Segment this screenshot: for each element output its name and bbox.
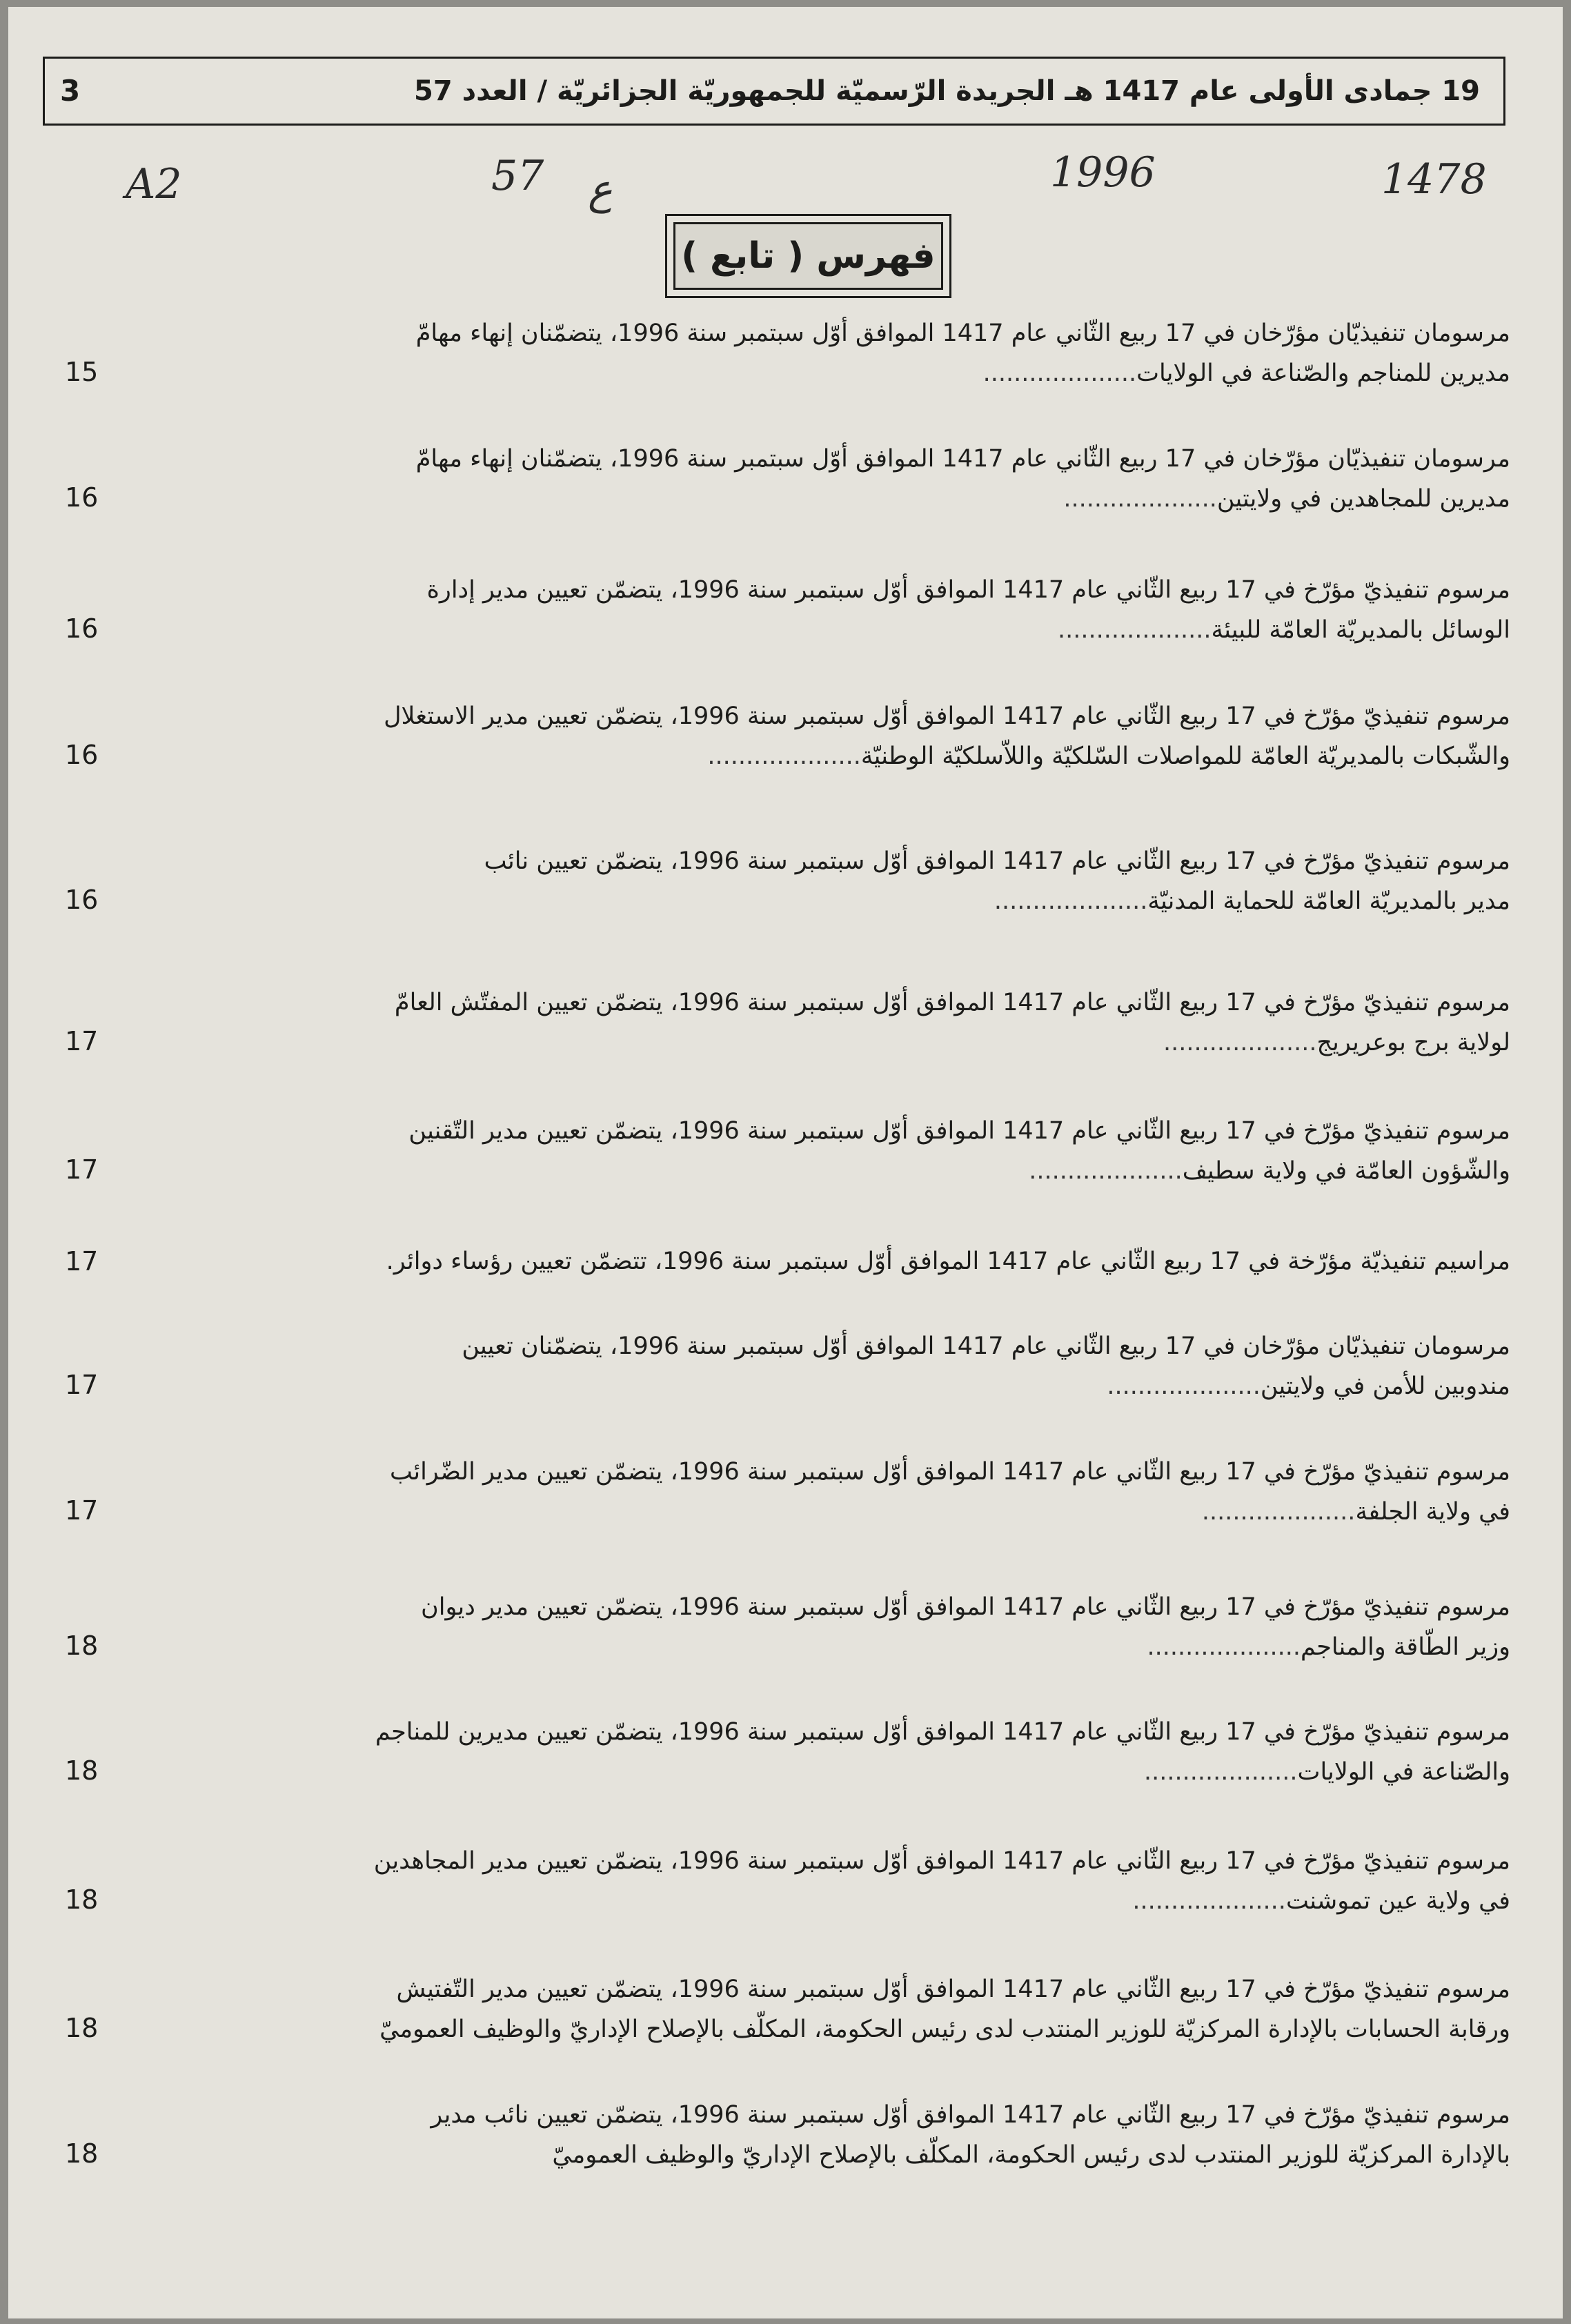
entry-text-line2 — [172, 1154, 1510, 1188]
entry-text-line2-text: في ولاية عين تموشنت — [1285, 1887, 1510, 1915]
entry-text-line2-text: وزير الطّاقة والمناجم — [1300, 1633, 1510, 1661]
entry-page-number: 18 — [65, 1755, 99, 1786]
entry-text-line2-text: في ولاية الجلفة — [1355, 1498, 1510, 1526]
entry-page-number: 15 — [65, 357, 99, 387]
entry-text-line1: مرسوم تنفيذيّ مؤرّخ في 17 ربيع الثّاني عام 1417 الموافق أوّل سبتمبر سنة 1996، يتضمّن تعيين مدير التّقنين — [408, 1117, 1510, 1145]
dot-leader: .................... — [1163, 1029, 1317, 1056]
entry-text-line1: مرسومان تنفيذيّان مؤرّخان في 17 ربيع الثّاني عام 1417 الموافق أوّل سبتمبر سنة 1996، يتضمّنان إنهاء مهامّ — [415, 319, 1510, 347]
entry-text-line1: مراسيم تنفيذيّة مؤرّخة في 17 ربيع الثّاني عام 1417 الموافق أوّل سبتمبر سنة 1996، تتضمّن تعيين رؤساء دوائر. — [386, 1248, 1510, 1275]
entry-text-line2 — [172, 613, 1510, 647]
entry-page-number: 16 — [65, 482, 99, 513]
dot-leader: .................... — [1107, 1372, 1261, 1400]
entry-text-line2 — [172, 2012, 1510, 2047]
dot-leader: .................... — [1201, 1498, 1356, 1526]
entry-page-number: 17 — [65, 1026, 99, 1056]
header-title: 19 جمادى الأولى عام 1417 هـ الجريدة الرّسميّة للجمهوريّة الجزائريّة / العدد 57 — [413, 75, 1480, 107]
entry-page-number: 16 — [65, 613, 99, 644]
entry-page-number: 17 — [65, 1370, 99, 1400]
entry-text-line1: مرسوم تنفيذيّ مؤرّخ في 17 ربيع الثّاني عام 1417 الموافق أوّل سبتمبر سنة 1996، يتضمّن تعيين مديرين للمناجم — [375, 1718, 1510, 1746]
entry-text-line2-text: مديرين للمناجم والصّناعة في الولايات — [1136, 360, 1510, 387]
dot-leader: .................... — [707, 742, 861, 770]
dot-leader: .................... — [1058, 616, 1212, 644]
entry-text-line2-text: والشّبكات بالمديريّة العامّة للمواصلات السّلكيّة واللاّسلكيّة الوطنيّة — [860, 742, 1510, 770]
handwritten-issue-number: 57 — [491, 152, 544, 200]
entry-text-line2 — [172, 884, 1510, 918]
dot-leader: .................... — [1144, 1758, 1298, 1786]
entry-text-line1: مرسوم تنفيذيّ مؤرّخ في 17 ربيع الثّاني عام 1417 الموافق أوّل سبتمبر سنة 1996، يتضمّن تعيين المفتّش العامّ — [394, 989, 1510, 1016]
entry-text-line2-text: مدير بالمديريّة العامّة للحماية المدنيّة — [1147, 887, 1510, 915]
entry-text-line1: مرسوم تنفيذيّ مؤرّخ في 17 ربيع الثّاني عام 1417 الموافق أوّل سبتمبر سنة 1996، يتضمّن تعيين مدير ديوان — [421, 1593, 1510, 1621]
index-list — [8, 7, 1563, 2318]
entry-page-number: 17 — [65, 1246, 99, 1277]
handwritten-code: 1478 — [1381, 155, 1487, 204]
entry-text-line1: مرسومان تنفيذيّان مؤرّخان في 17 ربيع الثّاني عام 1417 الموافق أوّل سبتمبر سنة 1996، يتضمّنان إنهاء مهامّ — [415, 445, 1510, 473]
entry-text-line1: مرسوم تنفيذيّ مؤرّخ في 17 ربيع الثّاني عام 1417 الموافق أوّل سبتمبر سنة 1996، يتضمّن تعيين مدير الضّرائب — [389, 1458, 1510, 1486]
newspaper-page — [8, 7, 1563, 2318]
dot-leader: .................... — [1147, 1633, 1301, 1661]
handwritten-letter: ع — [588, 166, 613, 214]
entry-text-line2 — [172, 1025, 1510, 1060]
entry-text-line2-text: والصّناعة في الولايات — [1297, 1758, 1510, 1786]
dot-leader: .................... — [1063, 485, 1217, 513]
entry-page-number: 18 — [65, 1884, 99, 1915]
entry-text-line2-text: ورقابة الحسابات بالإدارة المركزيّة للوزير المنتدب لدى رئيس الحكومة، المكلّف بالإصلاح الإداريّ والوظيف العموميّ — [379, 2016, 1510, 2043]
entry-text-line1: مرسوم تنفيذيّ مؤرّخ في 17 ربيع الثّاني عام 1417 الموافق أوّل سبتمبر سنة 1996، يتضمّن تعيين مدير إدارة — [426, 576, 1510, 604]
entry-page-number: 17 — [65, 1154, 99, 1185]
entry-text-line2-text: لولاية برج بوعريريج — [1316, 1029, 1510, 1056]
handwritten-year: 1996 — [1050, 148, 1156, 197]
entry-text-line1: مرسوم تنفيذيّ مؤرّخ في 17 ربيع الثّاني عام 1417 الموافق أوّل سبتمبر سنة 1996، يتضمّن تعيين نائب — [484, 847, 1510, 875]
entry-text-line1: مرسومان تنفيذيّان مؤرّخان في 17 ربيع الثّاني عام 1417 الموافق أوّل سبتمبر سنة 1996، يتضمّنان تعيين — [462, 1332, 1510, 1360]
entry-text-line2 — [172, 1369, 1510, 1404]
entry-text-line2-text: مديرين للمجاهدين في ولايتين — [1216, 485, 1510, 513]
entry-text-line2-text: مندوبين للأمن في ولايتين — [1260, 1372, 1510, 1400]
entry-text-line1: مرسوم تنفيذيّ مؤرّخ في 17 ربيع الثّاني عام 1417 الموافق أوّل سبتمبر سنة 1996، يتضمّن تعيين مدير التّفتيش — [396, 1976, 1510, 2003]
entry-text-line2-text: والشّؤون العامّة في ولاية سطيف — [1182, 1157, 1510, 1185]
entry-page-number: 16 — [65, 740, 99, 770]
entry-text-line2 — [172, 2138, 1510, 2172]
entry-text-line1: مرسوم تنفيذيّ مؤرّخ في 17 ربيع الثّاني عام 1417 الموافق أوّل سبتمبر سنة 1996، يتضمّن تعيين مدير الاستغلال — [384, 702, 1510, 730]
header-page-number: 3 — [60, 74, 81, 108]
entry-text-line2 — [172, 1495, 1510, 1529]
entry-page-number: 18 — [65, 2138, 99, 2169]
entry-page-number: 16 — [65, 885, 99, 915]
handwritten-note-left: A2 — [126, 160, 182, 208]
entry-page-number: 18 — [65, 2013, 99, 2043]
entry-text-line2 — [172, 1630, 1510, 1664]
entry-text-line2 — [172, 739, 1510, 774]
entry-text-line2 — [172, 1884, 1510, 1918]
entry-page-number: 18 — [65, 1631, 99, 1661]
entry-page-number: 17 — [65, 1495, 99, 1526]
entry-text-line1: مرسوم تنفيذيّ مؤرّخ في 17 ربيع الثّاني عام 1417 الموافق أوّل سبتمبر سنة 1996، يتضمّن تعيين نائب مدير — [431, 2101, 1510, 2129]
entry-text-line2 — [172, 482, 1510, 516]
entry-text-line2 — [172, 356, 1510, 391]
entry-text-line1: مرسوم تنفيذيّ مؤرّخ في 17 ربيع الثّاني عام 1417 الموافق أوّل سبتمبر سنة 1996، يتضمّن تعيين مدير المجاهدين — [373, 1847, 1510, 1875]
dot-leader: .................... — [1132, 1887, 1286, 1915]
entry-text-line2-text: الوسائل بالمديريّة العامّة للبيئة — [1211, 616, 1510, 644]
dot-leader: .................... — [1029, 1157, 1183, 1185]
section-title: فهرس ( تابع ) — [673, 222, 943, 290]
entry-text-line2-text: بالإدارة المركزيّة للوزير المنتدب لدى رئيس الحكومة، المكلّف بالإصلاح الإداريّ والوظيف العموميّ — [552, 2141, 1510, 2169]
dot-leader: .................... — [982, 360, 1137, 387]
entry-text-line2 — [172, 1755, 1510, 1789]
dot-leader: .................... — [994, 887, 1148, 915]
